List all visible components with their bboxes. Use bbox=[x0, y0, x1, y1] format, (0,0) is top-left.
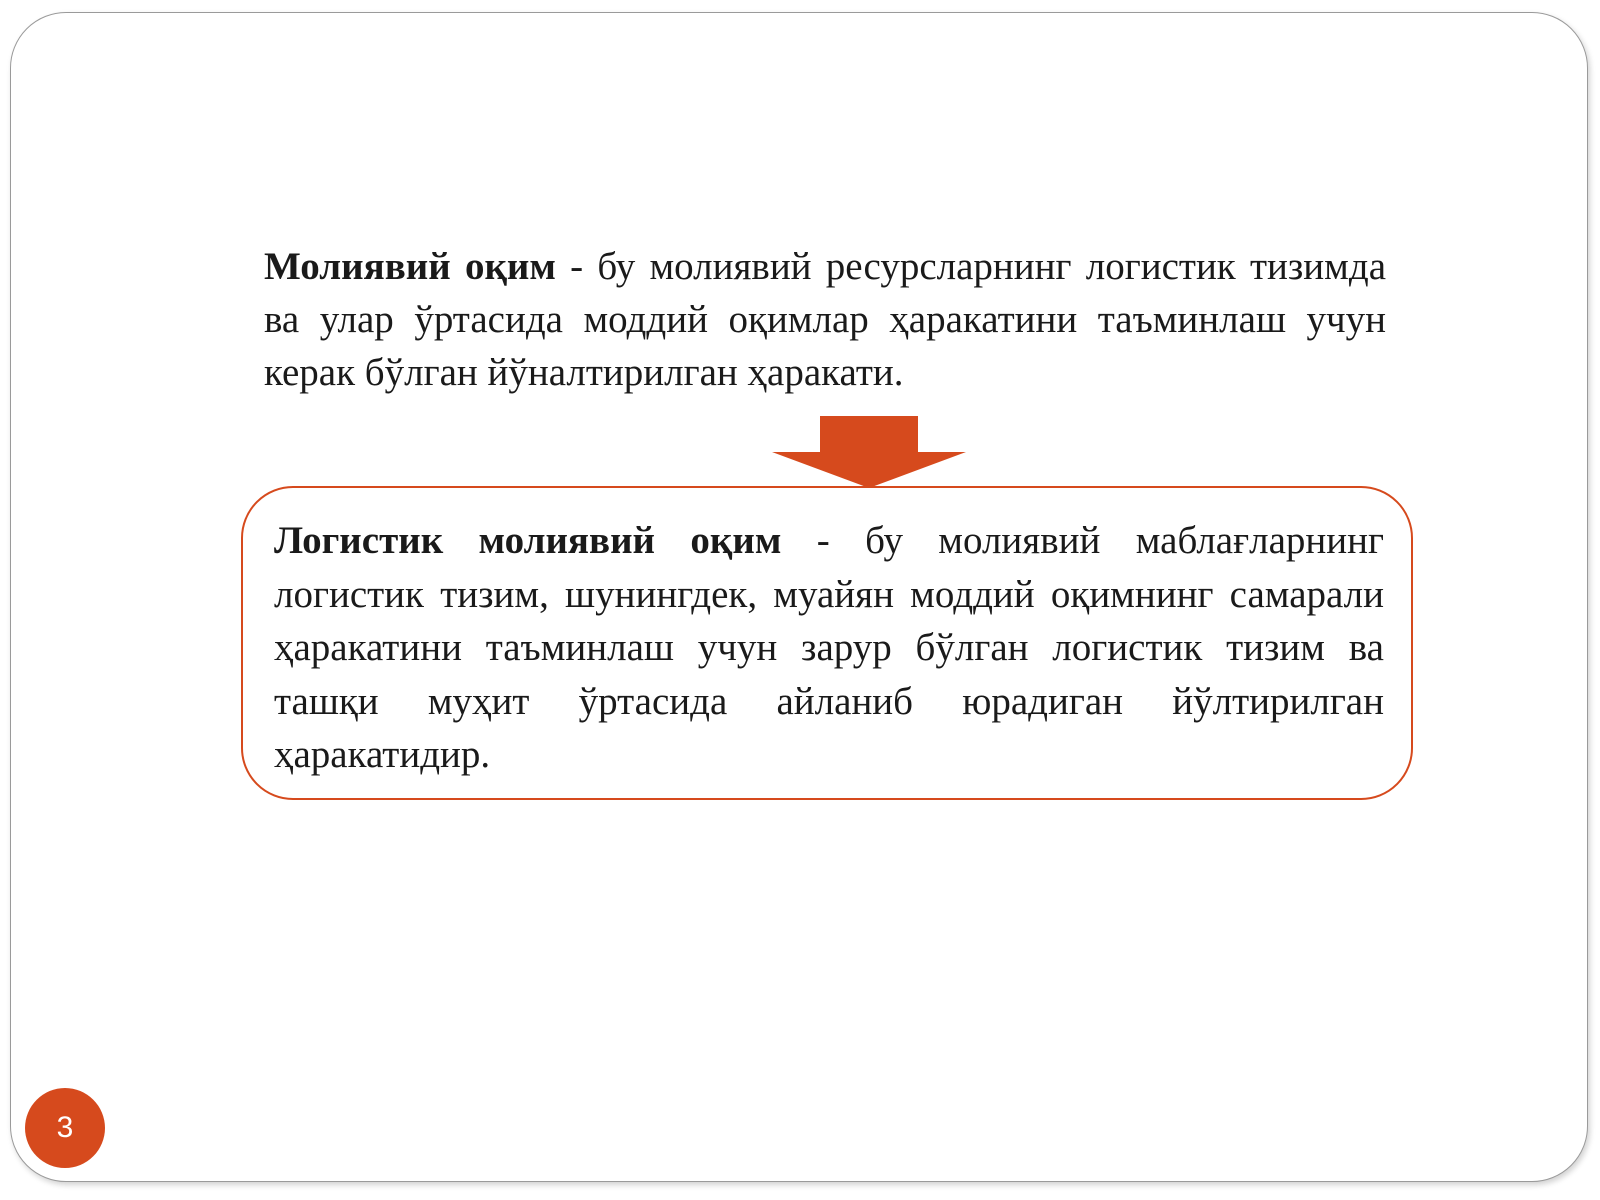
definition-text: - бу молиявий ресурсларнинг логистик тизимда ва улар ўртасида моддий оқимлар ҳаракатини таъминлаш учун керак бўлган йўналтирилган ҳаракати. bbox=[264, 245, 1387, 394]
definition-text: - бу молиявий маблағларнинг логистик тизим, шунингдек, муайян моддий оқимнинг самарали ҳаракатини таъминлаш учун зарур бўлган логистик тизим ва ташқи муҳит ўртасида айланиб юрадиган йўлтирилган ҳаракатидир. bbox=[274, 519, 1384, 776]
definition-term: Логистик молиявий оқим bbox=[274, 519, 782, 562]
definition-logistic-financial-flow bbox=[274, 514, 1384, 782]
definition-term: Молиявий оқим bbox=[264, 245, 556, 288]
page-number-badge: 3 bbox=[25, 1088, 105, 1168]
definition-financial-flow bbox=[264, 240, 1386, 399]
down-arrow-icon bbox=[772, 416, 966, 488]
